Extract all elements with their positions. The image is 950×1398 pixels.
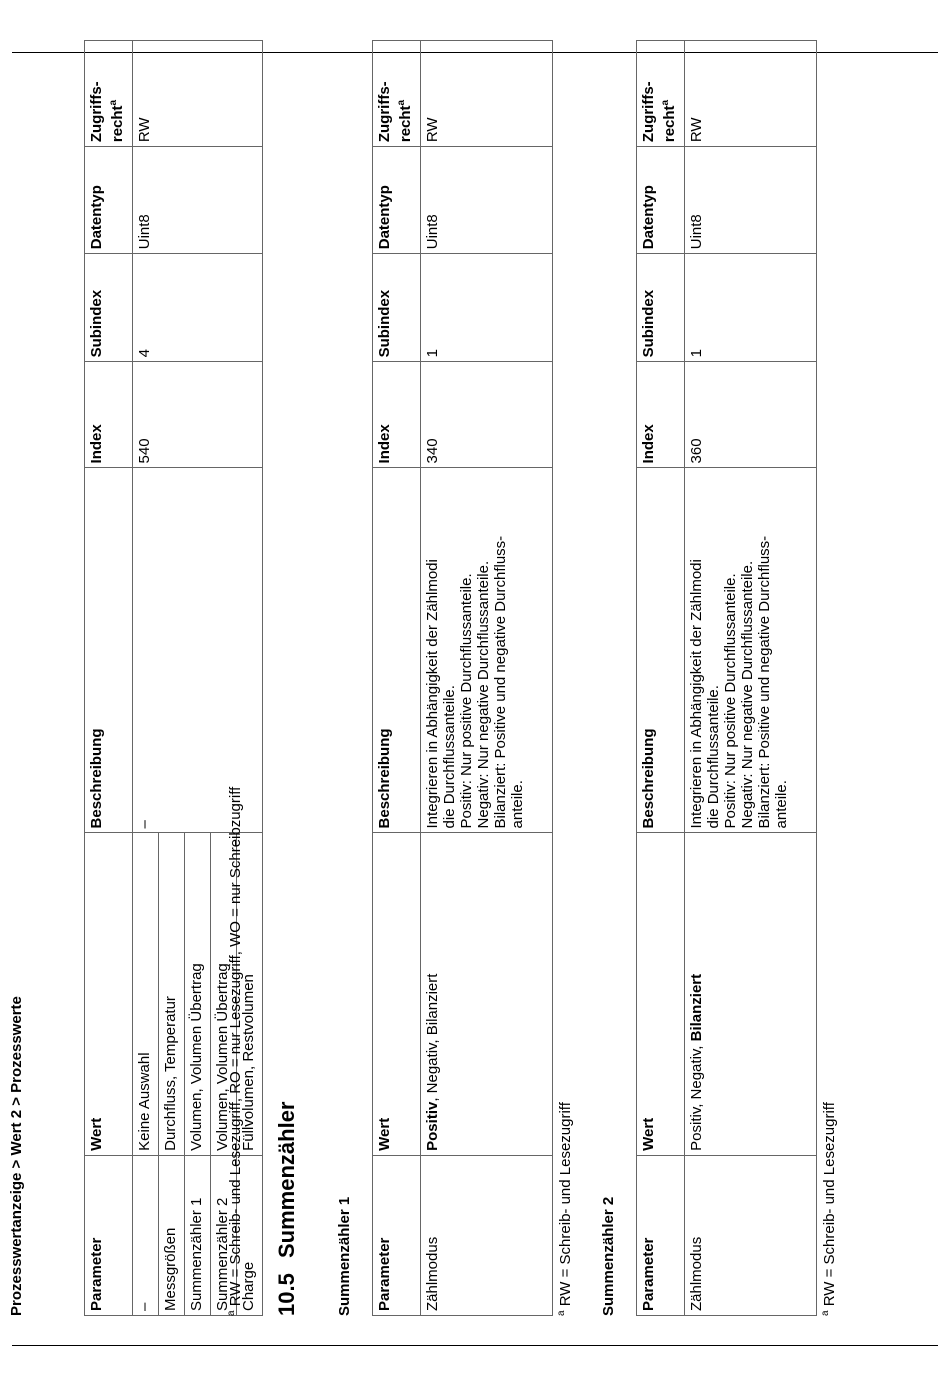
- col-index: Index: [85, 362, 133, 468]
- col-beschreibung: Beschreibung: [373, 468, 421, 833]
- table3: [636, 40, 817, 1316]
- table1-footnote: $^a$ RW = Schreib- und Lesezugriff, RO = nur Lesezugriff, WO = nur Schreibzugriff: [226, 786, 244, 1316]
- s1-footnote: $^a$ RW = Schreib- und Lesezugriff: [556, 1102, 574, 1316]
- col-beschreibung: Beschreibung: [85, 468, 133, 833]
- col-zugriff: Zugriffs- recht$^a$: [373, 41, 421, 147]
- col-subindex: Subindex: [85, 254, 133, 362]
- table-row: Summenzähler 1 Volumen, Volumen Übertrag: [185, 41, 211, 1316]
- col-wert: Wert: [637, 833, 685, 1155]
- col-subindex: Subindex: [373, 254, 421, 362]
- col-wert: Wert: [373, 833, 421, 1155]
- s2-title: Summenzähler 2: [600, 1196, 617, 1316]
- s1-title: Summenzähler 1: [336, 1196, 353, 1316]
- s2-footnote: $^a$ RW = Schreib- und Lesezugriff: [820, 1102, 838, 1316]
- col-parameter: Parameter: [637, 1155, 685, 1315]
- section-title: Summenzähler: [274, 1101, 299, 1258]
- table2: [372, 40, 553, 1316]
- col-datentyp: Datentyp: [85, 147, 133, 254]
- col-wert: Wert: [85, 833, 133, 1155]
- table3-header-row: [637, 41, 685, 1316]
- table-row: Summenzähler 2 Volumen, Volumen Übertrag: [211, 41, 237, 1316]
- col-datentyp: Datentyp: [637, 147, 685, 254]
- table-row: Messgrößen Durchfluss, Temperatur: [159, 41, 185, 1316]
- col-subindex: Subindex: [637, 254, 685, 362]
- col-parameter: Parameter: [373, 1155, 421, 1315]
- table-row: Zählmodus Positiv, Negativ, Bilanziert Integrieren in Abhängigkeit der Zählmodi die Durchflussanteile. Positiv: Nur positive Durchflussanteile. Negativ: Nur negative Durchflussanteile. Bilanziert: Positive und negative Durchfluss- anteile. 340 1 Uint8 RW: [421, 41, 553, 1316]
- table2-header-row: [373, 41, 421, 1316]
- col-beschreibung: Beschreibung: [637, 468, 685, 833]
- table1-header-row: [85, 41, 133, 1316]
- page-heading: Prozesswertanzeige > Wert 2 > Prozesswerte: [8, 996, 25, 1316]
- col-zugriff: Zugriffs- recht$^a$: [85, 41, 133, 147]
- section-number: 10.5: [274, 1273, 299, 1316]
- col-index: Index: [373, 362, 421, 468]
- col-datentyp: Datentyp: [373, 147, 421, 254]
- table-row: Charge Füllvolumen, Restvolumen: [237, 41, 263, 1316]
- table-row: Zählmodus Positiv, Negativ, Bilanziert Integrieren in Abhängigkeit der Zählmodi die Durchflussanteile. Positiv: Nur positive Durchflussanteile. Negativ: Nur negative Durchflussanteile. Bilanziert: Positive und negative Durchfluss- anteile. 360 1 Uint8 RW: [685, 41, 817, 1316]
- table-row: – Keine Auswahl – 540 4 Uint8 RW: [133, 41, 159, 1316]
- col-index: Index: [637, 362, 685, 468]
- col-parameter: Parameter: [85, 1155, 133, 1315]
- col-zugriff: Zugriffs- recht$^a$: [637, 41, 685, 147]
